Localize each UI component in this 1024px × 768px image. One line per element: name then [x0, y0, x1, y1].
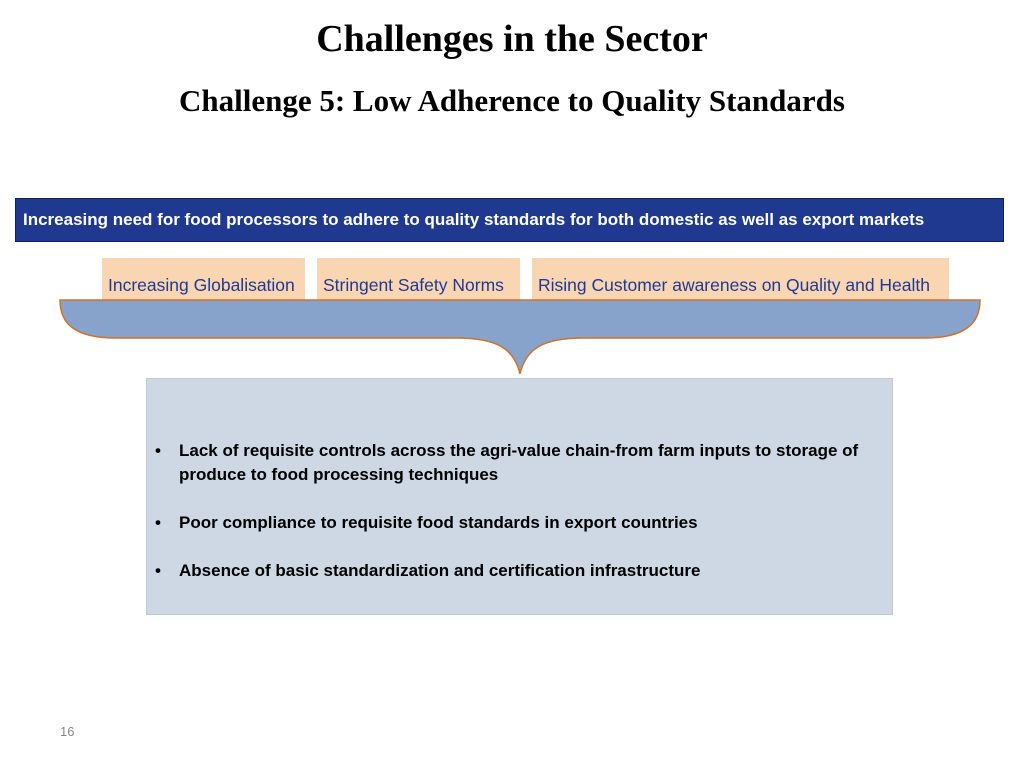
bullet-text: Poor compliance to requisite food standards in export countries: [179, 513, 698, 532]
driver-label: Stringent Safety Norms: [323, 275, 504, 295]
bullet-item: [155, 511, 880, 535]
bullet-item: [155, 439, 880, 487]
bullet-text: Absence of basic standardization and certification infrastructure: [179, 561, 701, 580]
driver-label: Increasing Globalisation: [108, 275, 295, 295]
page-number: 16: [60, 724, 75, 739]
bullet-text: Lack of requisite controls across the agri-value chain-from farm inputs to storage of produce to food processing techniques: [179, 441, 859, 484]
bullet-marker: •: [155, 441, 161, 460]
bullet-item: [155, 559, 880, 583]
banner-text: Increasing need for food processors to adhere to quality standards for both domestic as well as export markets: [23, 210, 925, 229]
driver-box-customer-awareness: [532, 258, 949, 302]
bullet-marker: •: [155, 513, 161, 532]
driver-label: Rising Customer awareness on Quality and Health: [538, 275, 930, 295]
curly-brace-connector: [56, 298, 986, 378]
brace-shape: [60, 300, 980, 374]
slide-subtitle: Challenge 5: Low Adherence to Quality Standards: [179, 83, 845, 118]
driver-box-globalisation: [102, 258, 305, 302]
challenge-bullet-list: [155, 439, 880, 607]
key-message-banner: [15, 198, 1004, 242]
slide-title: Challenges in the Sector: [316, 18, 708, 60]
challenges-content-box: [146, 378, 893, 615]
bullet-marker: •: [155, 561, 161, 580]
driver-box-safety-norms: [317, 258, 520, 302]
